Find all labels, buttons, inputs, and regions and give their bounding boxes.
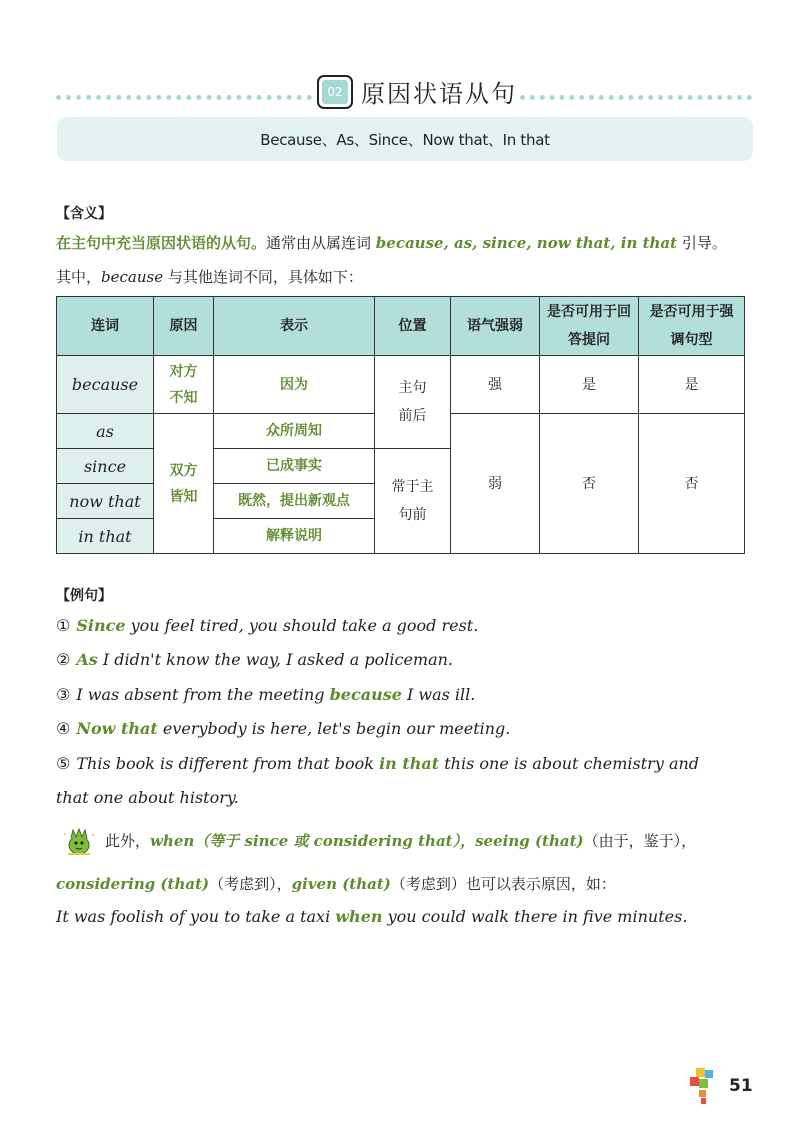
example-number: ③ [56,685,71,704]
header-cell: 位置 [375,297,451,356]
note-when: when（等于 since 或 considering that）， [150,832,476,850]
example-sentence [56,685,475,704]
conjunction-table [56,296,745,554]
conjunction-cell: in that [57,519,154,554]
example-number: ⑤ [56,754,71,773]
mascot-icon [62,826,96,856]
position-cell: 常于主句前 [375,449,451,554]
section-title: 原因状语从句 [361,80,517,108]
meaning-line2-start: 其中， [56,268,102,286]
example-pre: I was absent from the meeting [76,685,330,704]
example-highlight: in that [379,754,440,773]
meaning-cell: 既然，提出新观点 [214,484,375,519]
section-number-badge [317,75,353,109]
note-example-highlight: when [335,907,383,926]
meaning-conjunctions: because, as, since, now that, in that [375,234,678,252]
meaning-line2-word: because [101,268,164,286]
section-number: 02 [322,80,348,104]
example-sentence [56,754,699,773]
note-considering: considering (that) [56,875,210,893]
note-line-1 [105,830,696,852]
example-highlight: As [76,650,98,669]
note-line-2 [56,873,616,895]
example-sentence [56,616,478,635]
note-given: given (that) [291,875,391,893]
example-number: ② [56,650,71,669]
note-seeing: seeing (that) [475,832,584,850]
answer-cell: 否 [540,414,639,554]
example-pre: This book is different from that book [76,754,380,773]
note-text: （考虑到）， [209,875,292,893]
reason-cell: 双方皆知 [154,414,214,554]
note-text: （考虑到）也可以表示原因，如： [390,875,616,893]
publisher-logo-icon [690,1068,716,1104]
answer-cell: 是 [540,356,639,414]
meaning-cell: 已成事实 [214,449,375,484]
note-example [56,907,687,926]
meaning-end: 引导。 [677,234,727,252]
page-number: 51 [729,1076,753,1096]
meaning-cell: 众所周知 [214,414,375,449]
subtitle-banner [57,117,753,161]
meaning-text: 通常由从属连词 [266,234,376,252]
example-post: this one is about chemistry and [439,754,700,773]
header-cell: 原因 [154,297,214,356]
table-row [57,356,745,414]
table-header-row [57,297,745,356]
reason-cell: 对方不知 [154,356,214,414]
note-example-post: you could walk there in five minutes. [382,907,688,926]
tone-cell: 强 [451,356,540,414]
example-highlight: because [329,685,402,704]
meaning-cell: 解释说明 [214,519,375,554]
example-sentence [56,719,510,738]
meaning-line-2 [56,266,363,288]
example-post: everybody is here, let's begin our meeting. [157,719,511,738]
header-cell: 表示 [214,297,375,356]
emphasis-cell: 是 [639,356,745,414]
conjunction-cell: because [57,356,154,414]
tone-cell: 弱 [451,414,540,554]
header-dots-right [520,95,752,100]
example-number: ① [56,616,71,635]
examples-heading: 【例句】 [56,588,112,604]
header-cell: 是否可用于回答提问 [540,297,639,356]
position-cell: 主句前后 [375,356,451,449]
meaning-line-1 [56,232,727,254]
meaning-line2-end: 与其他连词不同，具体如下： [163,268,363,286]
header-cell: 语气强弱 [451,297,540,356]
note-text: （由于，鉴于）， [583,832,697,850]
example-post: I was ill. [401,685,476,704]
example-highlight: Now that [76,719,158,738]
header-cell: 连词 [57,297,154,356]
conjunction-cell: now that [57,484,154,519]
example-post: you feel tired, you should take a good rest. [125,616,479,635]
note-example-pre: It was foolish of you to take a taxi [56,907,336,926]
example-highlight: Since [76,616,126,635]
subtitle-text: Because、As、Since、Now that、In that [260,130,550,149]
meaning-highlight: 在主句中充当原因状语的从句。 [56,234,267,252]
meaning-heading: 【含义】 [56,206,112,222]
meaning-cell: 因为 [214,356,375,414]
note-text: 此外， [105,832,151,850]
header-dots-left [56,95,312,100]
example-post: I didn't know the way, I asked a policeman. [97,650,454,669]
example-sentence-continued: that one about history. [56,788,239,807]
emphasis-cell: 否 [639,414,745,554]
example-number: ④ [56,719,71,738]
conjunction-cell: as [57,414,154,449]
conjunction-cell: since [57,449,154,484]
example-sentence [56,650,453,669]
header-cell: 是否可用于强调句型 [639,297,745,356]
